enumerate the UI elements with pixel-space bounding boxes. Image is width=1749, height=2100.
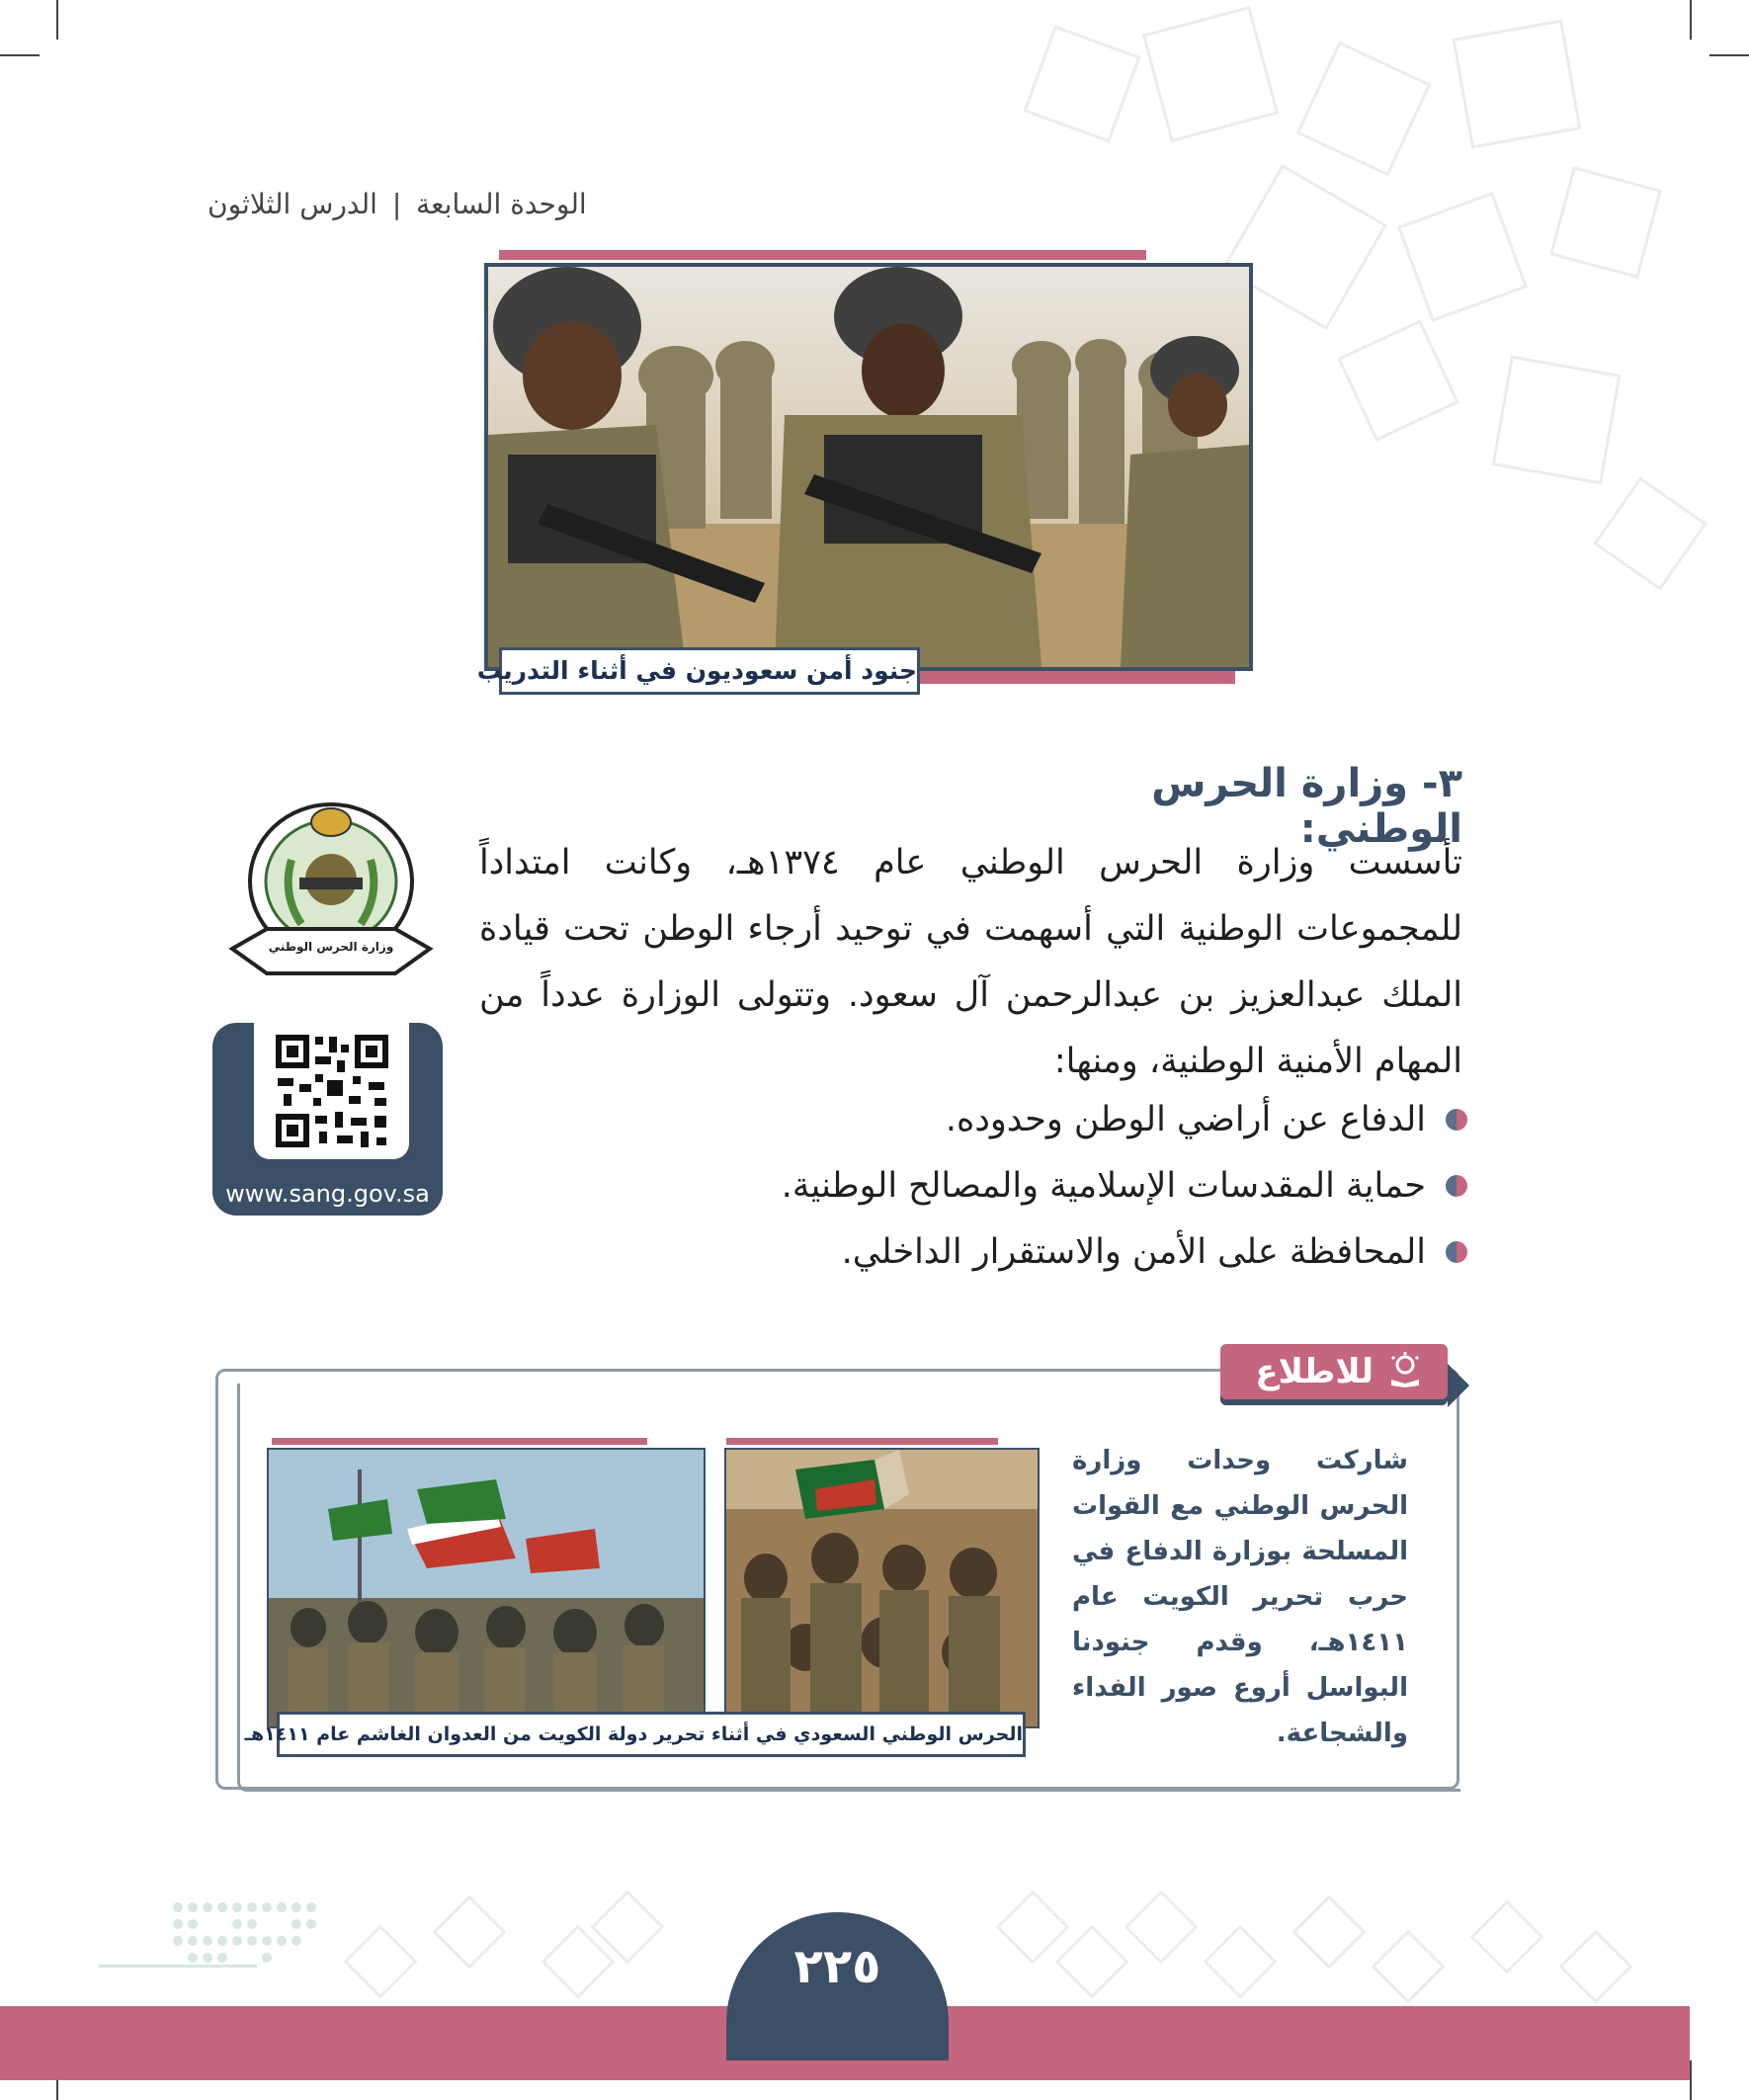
header-unit: الوحدة السابعة	[416, 188, 587, 220]
info-box-text: شاركت وحدات وزارة الحرس الوطني مع القوات المسلحة بوزارة الدفاع في حرب تحرير الكويت عام ١٤١١هـ، وقدم جنودنا البواسل أروع صور الفداء والشجاعة.	[1072, 1446, 1408, 1748]
photo-accent-bar	[499, 250, 1146, 260]
qr-card[interactable]	[212, 1023, 443, 1216]
list-item-text: حماية المقدسات الإسلامية والمصالح الوطنية.	[781, 1166, 1426, 1206]
section-title: ٣- وزارة الحرس الوطني:	[1151, 761, 1462, 852]
national-guard-emblem	[222, 800, 440, 988]
qr-code-frame	[250, 1023, 413, 1163]
emblem-text: وزارة الحرس الوطني	[268, 940, 394, 954]
list-item	[479, 1153, 1467, 1219]
lightbulb-book-icon	[1387, 1352, 1423, 1387]
photo-accent-bar	[272, 1438, 647, 1445]
bullet-icon	[1446, 1109, 1467, 1131]
bullet-icon	[1446, 1175, 1467, 1197]
section-paragraph: تأسست وزارة الحرس الوطني عام ١٣٧٤هـ، وكانت امتداداً للمجموعات الوطنية التي أسهمت في توحيد أرجاء الوطن تحت قيادة الملك عبدالعزيز بن عبدالرحمن آل سعود. وتتولى الوزارة عدداً من المهام الأمنية الوطنية، ومنها:	[479, 843, 1462, 1081]
list-item-text: الدفاع عن أراضي الوطن وحدوده.	[945, 1100, 1426, 1139]
running-header	[208, 188, 603, 220]
duties-list	[479, 1087, 1467, 1286]
soldiers-training-photo	[484, 263, 1253, 671]
tag-arrow-icon	[1448, 1364, 1469, 1407]
list-item	[479, 1219, 1467, 1286]
photo-caption: جنود أمن سعوديون في أثناء التدريب	[499, 647, 920, 695]
header-separator: |	[391, 188, 402, 220]
list-item	[479, 1087, 1467, 1153]
info-tag-label: للاطلاع	[1255, 1352, 1374, 1391]
info-tag	[1220, 1344, 1448, 1405]
bullet-icon	[1446, 1241, 1467, 1263]
qr-code-icon	[254, 1023, 409, 1155]
qr-url-link[interactable]: www.sang.gov.sa	[225, 1180, 430, 1208]
list-item-text: المحافظة على الأمن والاستقرار الداخلي.	[841, 1232, 1426, 1272]
kuwait-liberation-photo-right	[724, 1448, 1040, 1728]
info-photo-caption: الحرس الوطني السعودي في أثناء تحرير دولة الكويت من العدوان الغاشم عام ١٤١١هـ	[277, 1712, 1026, 1757]
photo-accent-bar	[726, 1438, 998, 1445]
logo-underline	[99, 1965, 257, 1977]
header-lesson: الدرس الثلاثون	[208, 188, 377, 220]
svg-text:وزارة التعليم: وزارة التعليم	[16, 1883, 99, 1901]
kuwait-liberation-photo-left	[267, 1448, 706, 1728]
page-number: ٢٢٥	[793, 1939, 881, 1994]
dots-logo-icon	[16, 1883, 326, 1967]
